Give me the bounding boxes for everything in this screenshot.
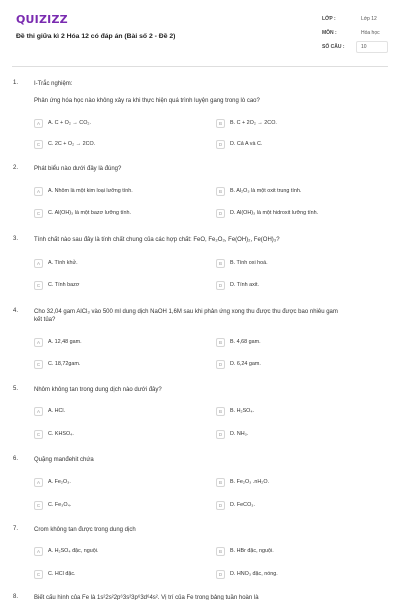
option-a[interactable] — [34, 476, 204, 488]
option-letter: B — [216, 187, 225, 196]
meta-class-row — [322, 12, 388, 26]
option-label: B. Tính oxi hoá. — [230, 260, 268, 266]
option-d[interactable] — [216, 358, 396, 370]
option-label: C. KHSO₄. — [48, 431, 74, 437]
option-letter: A — [34, 119, 43, 128]
option-label: C. 18,72gam. — [48, 361, 81, 367]
option-letter: D — [216, 430, 225, 439]
option-label: B. Fe₂O₃ .nH₂O. — [230, 479, 270, 485]
option-d[interactable] — [216, 138, 396, 150]
option-letter: C — [34, 281, 43, 290]
option-letter: B — [216, 407, 225, 416]
option-letter: A — [34, 407, 43, 416]
option-label: B. Al₂O₃ là một oxit trung tính. — [230, 188, 302, 194]
option-b[interactable] — [216, 545, 396, 557]
question-number: 3. — [13, 236, 19, 242]
meta-key: MÔN : — [322, 30, 337, 36]
option-label: D. Tính axit. — [230, 282, 259, 288]
option-letter: A — [34, 338, 43, 347]
option-letter: D — [216, 209, 225, 218]
option-b[interactable] — [216, 405, 396, 417]
question-number: 1. — [13, 80, 19, 86]
option-label: B. H₂SO₄. — [230, 408, 255, 414]
document-title: Đề thi giữa kì 2 Hóa 12 có đáp án (Bài số 2 - Đề 2) — [16, 33, 176, 40]
option-label: C. 2C + O₂ → 2CO. — [48, 141, 96, 147]
question-number: 7. — [13, 526, 19, 532]
meta-panel — [322, 12, 388, 54]
option-a[interactable] — [34, 185, 204, 197]
option-a[interactable] — [34, 336, 204, 348]
option-label: B. HBr đặc, nguội. — [230, 548, 274, 554]
option-letter: C — [34, 209, 43, 218]
option-letter: C — [34, 360, 43, 369]
option-letter: D — [216, 501, 225, 510]
option-c[interactable] — [34, 568, 204, 580]
option-c[interactable] — [34, 358, 204, 370]
question-text-continued: kết tủa? — [34, 317, 56, 323]
option-letter: D — [216, 360, 225, 369]
quizizz-logo: QUIZIZZ — [16, 13, 68, 26]
option-letter: A — [34, 187, 43, 196]
question-number: 6. — [13, 456, 19, 462]
option-letter: C — [34, 430, 43, 439]
option-letter: C — [34, 140, 43, 149]
question-text: Crom không tan được trong dung dịch — [34, 527, 136, 533]
option-label: C. Fe₃O₄. — [48, 502, 72, 508]
question-intro: I-Trắc nghiệm: — [34, 81, 73, 87]
option-label: D. Al(OH)₃ là một hidroxit lưỡng tính. — [230, 210, 319, 216]
option-d[interactable] — [216, 279, 396, 291]
option-label: A. C + O₂ → CO₂. — [48, 120, 91, 126]
meta-count-row — [322, 40, 388, 54]
question-text: Phát biểu nào dưới đây là đúng? — [34, 166, 122, 172]
option-letter: B — [216, 259, 225, 268]
question-text: Phản ứng hóa học nào không xảy ra khi thực hiện quá trình luyện gang trong lò cao? — [34, 98, 260, 104]
option-letter: A — [34, 259, 43, 268]
option-label: C. Al(OH)₃ là một bazơ lưỡng tính. — [48, 210, 131, 216]
option-label: C. HCl đặc. — [48, 571, 76, 577]
question-number: 5. — [13, 386, 19, 392]
option-letter: B — [216, 478, 225, 487]
option-label: C. Tính bazơ — [48, 282, 80, 288]
option-label: D. Cả A và C. — [230, 141, 263, 147]
option-c[interactable] — [34, 279, 204, 291]
meta-value: Lớp 12 — [361, 16, 377, 22]
question-text: Nhôm không tan trong dung dịch nào dưới đây? — [34, 387, 162, 393]
option-d[interactable] — [216, 207, 396, 219]
option-label: B. C + 2O₂ → 2CO. — [230, 120, 277, 126]
option-label: A. H₂SO₄ đặc, nguội. — [48, 548, 99, 554]
option-label: A. HCl. — [48, 408, 66, 414]
option-letter: D — [216, 570, 225, 579]
option-a[interactable] — [34, 257, 204, 269]
meta-key: SỐ CÂU : — [322, 44, 345, 50]
option-letter: C — [34, 570, 43, 579]
option-label: D. NH₃. — [230, 431, 249, 437]
header-divider — [12, 66, 388, 67]
option-a[interactable] — [34, 117, 204, 129]
option-letter: A — [34, 478, 43, 487]
option-d[interactable] — [216, 499, 396, 511]
option-d[interactable] — [216, 568, 396, 580]
option-label: B. 4,68 gam. — [230, 339, 261, 345]
option-c[interactable] — [34, 499, 204, 511]
option-letter: D — [216, 140, 225, 149]
question-number: 4. — [13, 308, 19, 314]
option-letter: A — [34, 547, 43, 556]
question-text: Quặng manđehit chứa — [34, 457, 94, 463]
option-c[interactable] — [34, 428, 204, 440]
question-number: 8. — [13, 594, 19, 600]
meta-value: 10 — [356, 41, 388, 53]
option-b[interactable] — [216, 476, 396, 488]
option-a[interactable] — [34, 545, 204, 557]
meta-value: Hóa học — [361, 30, 380, 36]
option-letter: B — [216, 119, 225, 128]
option-label: A. Nhôm là một kim loại lưỡng tính. — [48, 188, 133, 194]
option-label: D. 6,24 gam. — [230, 361, 261, 367]
option-d[interactable] — [216, 428, 396, 440]
question-text: Tính chất nào sau đây là tính chất chung của các hợp chất: FeO, Fe₂O₃, Fe(OH)₂, Fe(OH)₃? — [34, 237, 280, 243]
option-b[interactable] — [216, 257, 396, 269]
option-b[interactable] — [216, 336, 396, 348]
option-letter: C — [34, 501, 43, 510]
option-c[interactable] — [34, 207, 204, 219]
option-label: D. HNO₃ đặc, nóng. — [230, 571, 278, 577]
option-letter: B — [216, 338, 225, 347]
option-label: A. Fe₂O₃. — [48, 479, 71, 485]
option-label: A. 12,48 gam. — [48, 339, 82, 345]
option-letter: D — [216, 281, 225, 290]
option-label: A. Tính khử. — [48, 260, 78, 266]
option-c[interactable] — [34, 138, 204, 150]
meta-subject-row — [322, 26, 388, 40]
option-letter: B — [216, 547, 225, 556]
question-number: 2. — [13, 165, 19, 171]
option-b[interactable] — [216, 117, 396, 129]
question-text: Biết cấu hình của Fe là 1s²2s²2p⁶3s²3p⁶3d⁶4s². Vị trí của Fe trong bảng tuần hoàn là — [34, 595, 259, 600]
option-a[interactable] — [34, 405, 204, 417]
question-text: Cho 32,04 gam AlCl₃ vào 500 ml dung dịch NaOH 1,6M sau khi phản ứng xong thu được thu được bao nhiêu gam — [34, 309, 338, 315]
option-b[interactable] — [216, 185, 396, 197]
meta-key: LỚP : — [322, 16, 336, 22]
option-label: D. FeCO₃. — [230, 502, 255, 508]
page-header — [0, 0, 400, 64]
